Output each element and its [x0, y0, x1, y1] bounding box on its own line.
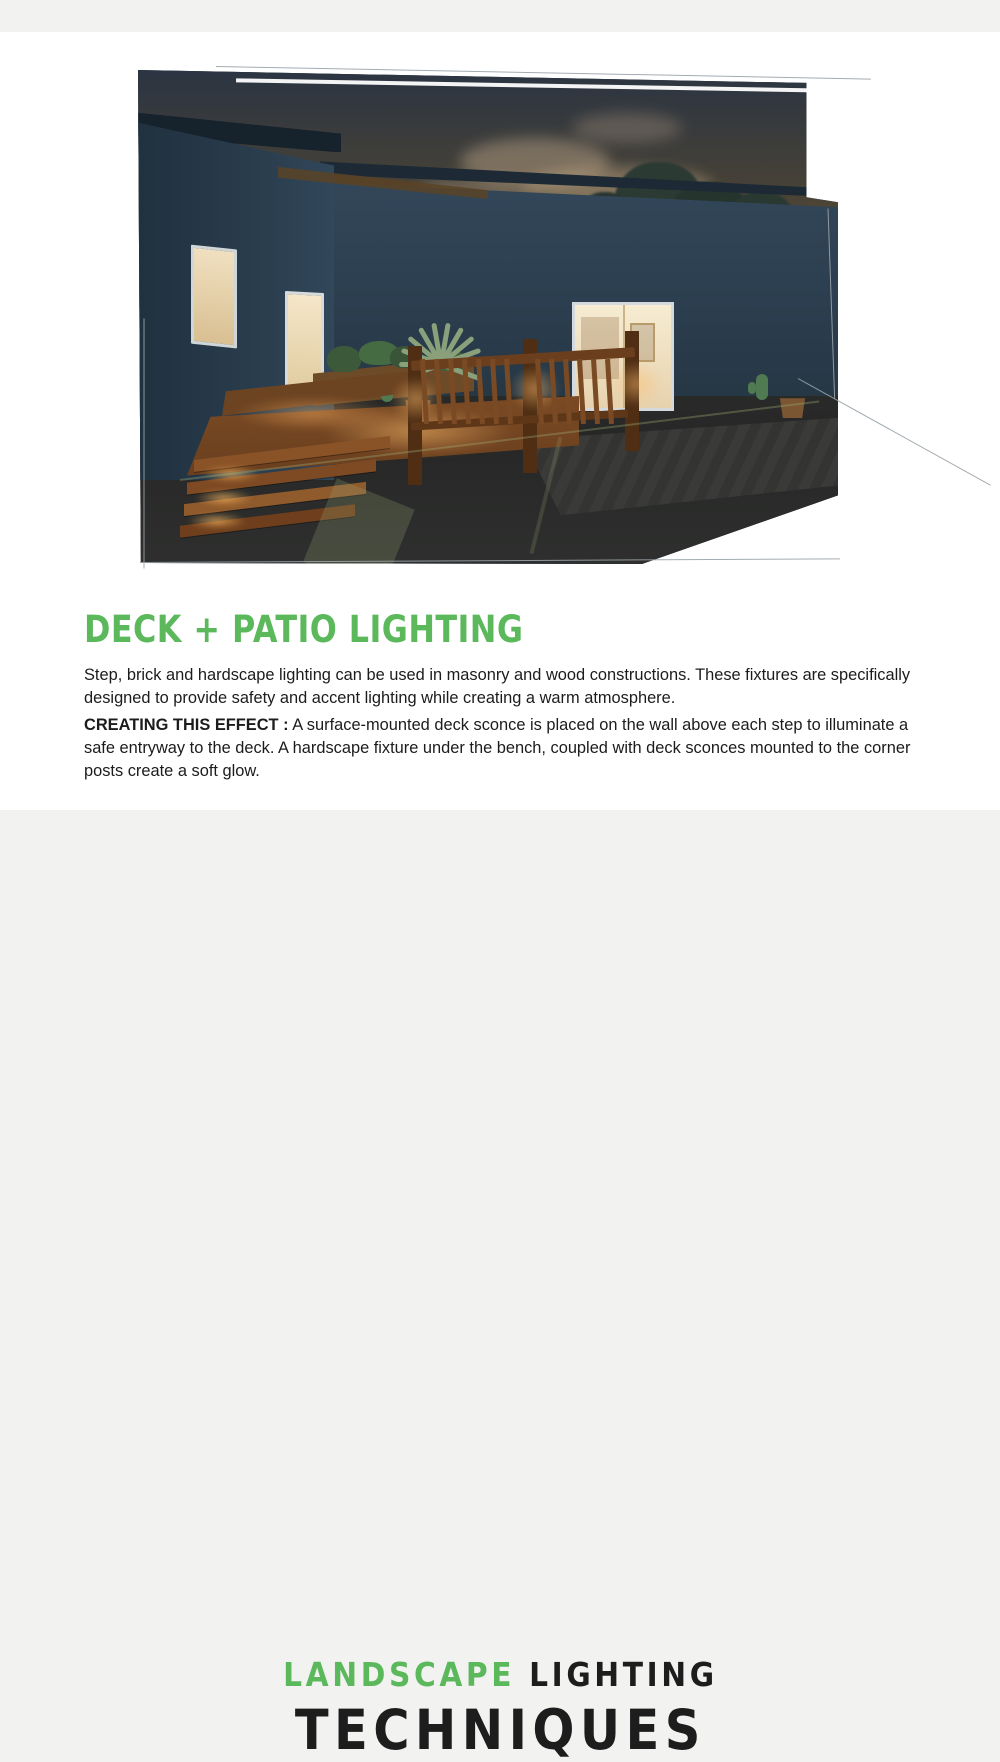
construction-line [144, 319, 145, 569]
footer-title-line1 [0, 1655, 1000, 1694]
footer-word-techniques: TECHNIQUES [294, 1698, 706, 1762]
cloud [572, 113, 682, 143]
effect-text: A surface-mounted deck sconce is placed on the wall above each step to illuminate a safe entryway to the deck. A hardscape fixture under the bench, coupled with deck sconces mounted to the corner posts create a soft glow. [84, 716, 911, 780]
deck-sconce-glow [611, 361, 663, 407]
illustration-container [138, 68, 868, 568]
hardscape-fixture-glow [236, 396, 390, 431]
effect-paragraph [84, 714, 914, 783]
shrub [327, 346, 361, 372]
footer-word-lighting: LIGHTING [528, 1655, 718, 1694]
description-paragraph: Step, brick and hardscape lighting can be used in masonry and wood constructions. These fixtures are specifically designed to provide safety and accent lighting while creating a warm atmosphere. [84, 666, 911, 707]
page-title: DECK + PATIO LIGHTING [84, 608, 524, 651]
deck-patio-lighting-rendering [138, 68, 838, 565]
footer-word-landscape: LANDSCAPE [282, 1655, 515, 1694]
effect-label: CREATING THIS EFFECT : [84, 716, 289, 734]
step-light-glow [194, 490, 254, 506]
window [191, 245, 237, 349]
deck-sconce-glow [390, 376, 442, 422]
footer-title-line2 [0, 1698, 1000, 1762]
cactus [756, 374, 768, 400]
construction-line [838, 204, 844, 374]
footer [0, 810, 1000, 1762]
step-light-glow [187, 513, 247, 529]
